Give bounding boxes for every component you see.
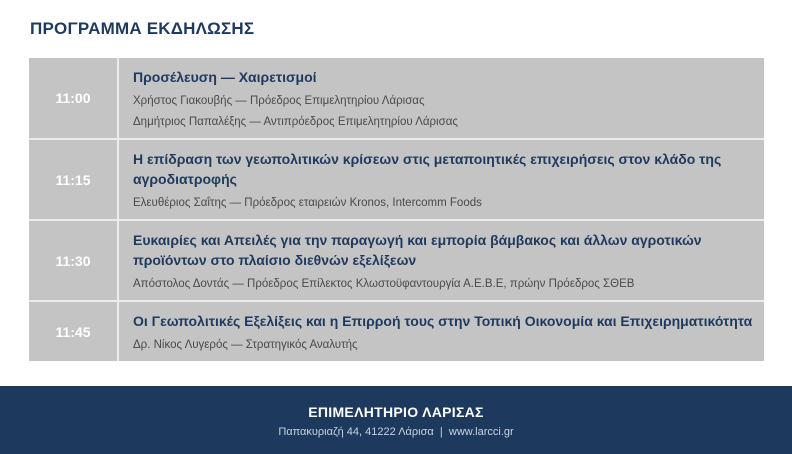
session-speaker: Απόστολος Δοντάς — Πρόεδρος Επίλεκτος Κλωστοϋφαντουργία Α.Ε.Β.Ε, πρώην Πρόεδρος ΣΘΕΒ xyxy=(133,278,635,290)
session-time: 11:30 xyxy=(29,221,119,300)
schedule-table xyxy=(29,58,764,361)
footer-organization-name: ΕΠΙΜΕΛΗΤΗΡΙΟ ΛΑΡΙΣΑΣ xyxy=(308,404,484,420)
footer-separator: | xyxy=(439,426,443,438)
schedule-row xyxy=(29,58,764,140)
session-speaker: Δρ. Νίκος Λυγερός — Στρατηγικός Αναλυτής xyxy=(133,339,358,351)
session-time: 11:00 xyxy=(29,58,119,138)
session-content xyxy=(119,221,764,300)
session-speaker: Χρήστος Γιακουβής — Πρόεδρος Επιμελητηρίου Λάρισας xyxy=(133,95,425,107)
session-content xyxy=(119,140,764,219)
session-time: 11:15 xyxy=(29,140,119,219)
footer-website-link[interactable]: www.larcci.gr xyxy=(448,426,514,438)
session-title: Ευκαιρίες και Απειλές για την παραγωγή και εμπορία βάμβακος και άλλων αγροτικών προϊόντων στο πλαίσιο διεθνών εξελίξεων xyxy=(133,232,702,268)
session-title: Προσέλευση — Χαιρετισμοί xyxy=(133,69,317,85)
session-title: Η επίδραση των γεωπολιτικών κρίσεων στις μεταποιητικές επιχειρήσεις στον κλάδο της αγροδιατροφής xyxy=(133,151,722,187)
footer-address: Παπακυριαζή 44, 41222 Λάρισα xyxy=(278,426,434,438)
footer-contact-info xyxy=(0,426,792,438)
footer xyxy=(0,386,792,454)
schedule-row xyxy=(29,140,764,221)
schedule-row xyxy=(29,221,764,302)
page-title: ΠΡΟΓΡΑΜΜΑ ΕΚΔΗΛΩΣΗΣ xyxy=(30,19,255,38)
session-content xyxy=(119,302,764,361)
schedule-row xyxy=(29,302,764,361)
session-content xyxy=(119,58,764,138)
session-time: 11:45 xyxy=(29,302,119,361)
session-speaker: Ελευθέριος Σαΐτης — Πρόεδρος εταιρειών Kronos, Intercomm Foods xyxy=(133,197,482,209)
session-speaker: Δημήτριος Παπαλέξης — Αντιπρόεδρος Επιμελητηρίου Λάρισας xyxy=(133,116,458,128)
session-title: Οι Γεωπολιτικές Εξελίξεις και η Επιρροή τους στην Τοπική Οικονομία και Επιχειρηματικότητα xyxy=(133,313,753,329)
